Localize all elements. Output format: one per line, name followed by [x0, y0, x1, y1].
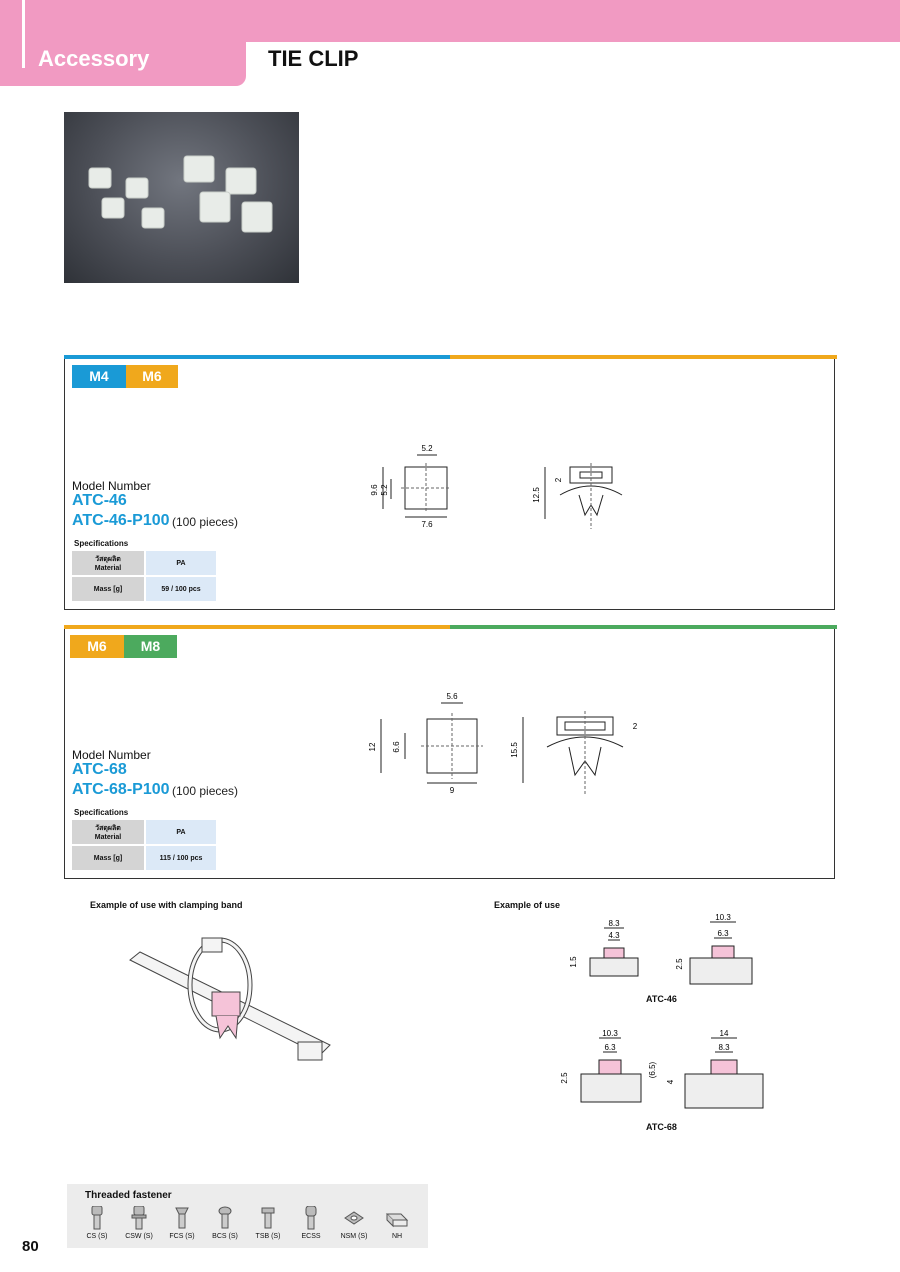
example-clamping-title: Example of use with clamping band — [90, 900, 243, 910]
dim-label: 4 — [666, 1079, 675, 1085]
page-number: 80 — [22, 1238, 39, 1255]
header-band — [0, 0, 900, 42]
spec-row — [72, 820, 216, 845]
model-number-label: Model Number — [72, 748, 151, 762]
fastener-label: CSW (S) — [125, 1233, 153, 1240]
product-panel-atc68 — [64, 625, 835, 879]
model-number-pack: ATC-46-P100 — [72, 512, 170, 529]
dimension-drawing — [365, 437, 665, 537]
spec-value: 115 / 100 pcs — [145, 845, 216, 871]
pack-note: (100 pieces) — [172, 515, 239, 529]
fastener-item[interactable] — [377, 1206, 417, 1240]
size-tag: M8 — [124, 635, 177, 658]
size-tag: M6 — [126, 365, 178, 388]
spec-value: 59 / 100 pcs — [145, 576, 216, 602]
category-label: Accessory — [38, 46, 150, 71]
size-tag: M4 — [72, 365, 126, 388]
cap-screw-icon — [90, 1206, 104, 1230]
spec-value: PA — [145, 820, 216, 845]
pack-note: (100 pieces) — [172, 784, 239, 798]
fastener-label: FCS (S) — [169, 1233, 195, 1240]
dim-label: 14 — [719, 1029, 729, 1038]
specifications-label: Specifications — [74, 808, 129, 817]
fastener-label: BCS (S) — [212, 1233, 238, 1240]
dim-label: 12 — [368, 742, 377, 752]
dim-label: 5.2 — [421, 444, 433, 453]
panel-accent-line — [450, 355, 837, 359]
nut-holder-icon — [385, 1206, 409, 1230]
spec-row — [72, 551, 216, 576]
example-caption: ATC-68 — [646, 1122, 677, 1132]
spec-row — [72, 845, 216, 871]
fastener-item[interactable] — [205, 1206, 245, 1240]
dim-label: 5.6 — [446, 692, 458, 701]
fastener-label: TSB (S) — [255, 1233, 281, 1240]
spec-value: PA — [145, 551, 216, 576]
dim-label: 6.3 — [717, 929, 729, 938]
fastener-item[interactable] — [334, 1206, 374, 1240]
panel-accent-line — [64, 625, 450, 629]
model-number-label: Model Number — [72, 479, 151, 493]
fastener-label: NSM (S) — [340, 1233, 368, 1240]
dim-label: 2 — [554, 477, 563, 483]
dim-label: 6.6 — [392, 741, 401, 753]
dim-label: 2.5 — [560, 1072, 569, 1084]
example-use-atc68 — [555, 1028, 775, 1118]
product-photo — [64, 112, 299, 283]
spec-key: Mass [g] — [72, 845, 145, 871]
dim-label: 1.5 — [569, 956, 578, 968]
spec-table — [72, 551, 216, 603]
t-slot-bolt-icon — [261, 1206, 275, 1230]
dim-label: 8.3 — [608, 919, 620, 928]
size-tag: M6 — [70, 635, 124, 658]
category-accent-bar — [22, 0, 25, 68]
fastener-item[interactable] — [291, 1206, 331, 1240]
cap-screw-washer-icon — [131, 1206, 147, 1230]
fastener-item[interactable] — [162, 1206, 202, 1240]
dim-label: 5.2 — [380, 484, 389, 496]
button-cap-screw-icon — [218, 1206, 232, 1230]
dim-label: 10.3 — [715, 913, 731, 922]
fastener-item[interactable] — [248, 1206, 288, 1240]
example-caption: ATC-46 — [646, 994, 677, 1004]
panel-accent-line — [64, 355, 450, 359]
end-cap-screw-icon — [304, 1206, 318, 1230]
fastener-item[interactable] — [77, 1206, 117, 1240]
dim-label: 9 — [449, 786, 455, 795]
dim-label: 2 — [632, 722, 638, 731]
panel-accent-line — [450, 625, 837, 629]
spec-table — [72, 820, 216, 872]
threaded-fastener-box — [67, 1184, 428, 1248]
dim-label: 4.3 — [608, 931, 620, 940]
dim-label: 15.5 — [510, 742, 519, 758]
spec-row — [72, 576, 216, 602]
dim-label: 8.3 — [718, 1043, 730, 1052]
spec-key: Mass [g] — [72, 576, 145, 602]
clamping-band-illustration — [120, 930, 340, 1070]
dim-label: 2.5 — [675, 958, 684, 970]
spec-key: วัสดุผลิต Material — [72, 820, 145, 845]
flat-cap-screw-icon — [175, 1206, 189, 1230]
model-number: ATC-68 — [72, 761, 127, 778]
model-number: ATC-46 — [72, 492, 127, 509]
fastener-label: CS (S) — [86, 1233, 108, 1240]
nut-square-icon — [343, 1206, 365, 1230]
example-use-title: Example of use — [494, 900, 561, 910]
dim-label: 6.3 — [604, 1043, 616, 1052]
dim-label: 7.6 — [421, 520, 433, 529]
fastener-title: Threaded fastener — [85, 1190, 172, 1201]
dim-label: 9.6 — [370, 484, 379, 496]
specifications-label: Specifications — [74, 539, 129, 548]
dim-label: (6.5) — [648, 1061, 657, 1079]
page-title: TIE CLIP — [268, 46, 359, 71]
fastener-label: NH — [391, 1233, 403, 1240]
spec-key: วัสดุผลิต Material — [72, 551, 145, 576]
dim-label: 10.3 — [602, 1029, 618, 1038]
dimension-drawing — [365, 687, 665, 807]
product-panel-atc46 — [64, 355, 835, 610]
fastener-item[interactable] — [119, 1206, 159, 1240]
fastener-label: ECSS — [301, 1233, 321, 1240]
model-number-pack: ATC-68-P100 — [72, 781, 170, 798]
dim-label: 12.5 — [532, 487, 541, 503]
